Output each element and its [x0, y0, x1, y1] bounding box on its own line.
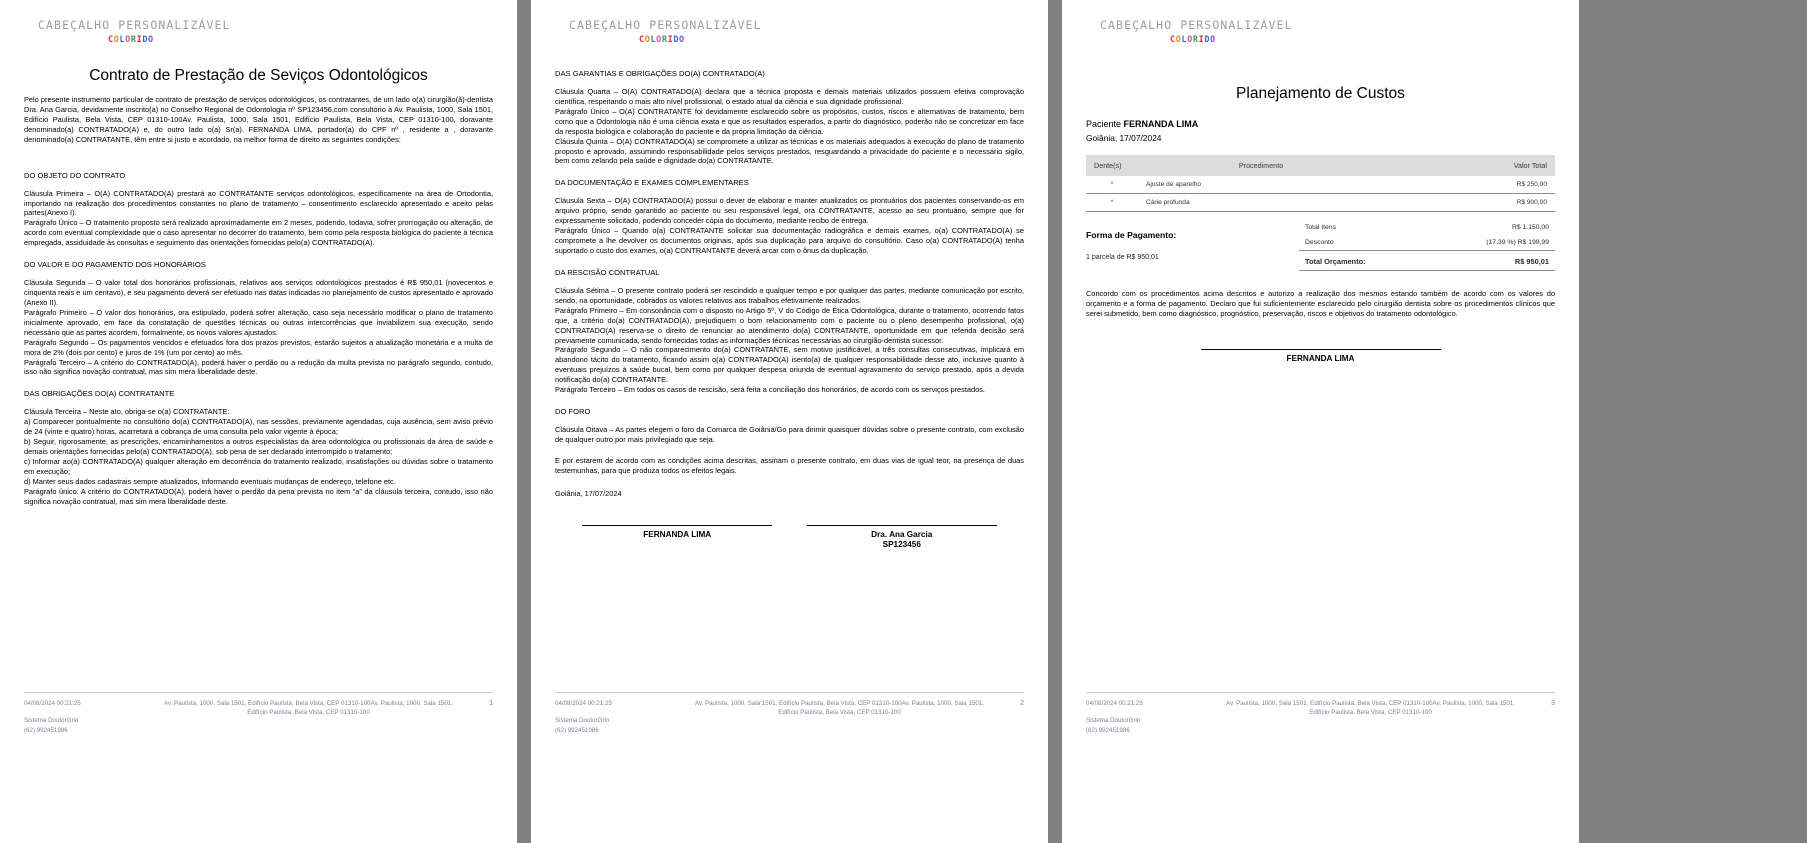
- footer-page-number: 3: [1551, 700, 1555, 708]
- section-heading-garantias: DAS GARANTIAS E OBRIGAÇÕES DO(A) CONTRATADO(A): [555, 69, 765, 78]
- header-colored-letter: I: [1198, 35, 1205, 45]
- signature-line: [1201, 349, 1441, 350]
- totals-label-items: Total Itens: [1305, 224, 1336, 231]
- header-colored-letter: O: [644, 35, 651, 45]
- page-footer: [24, 692, 493, 735]
- totals-column: [1299, 220, 1555, 271]
- footer-page-number: 2: [1020, 700, 1024, 708]
- clausula-oitava: Cláusula Oitava – As partes elegem o foro da Comarca de Goiânia/Go para dirimir quaisquer dúvidas sobre o presente contrato, com exclusão de qualquer outro por mais privilegiado que seja.: [555, 425, 1024, 444]
- totals-label-final: Total Orçamento:: [1299, 251, 1425, 271]
- paragrafo-terceiro-2: Parágrafo Terceiro – A critério do CONTRATADO(A), poderá haver o perdão ou a redução da multa prevista no parágrafo segundo, contudo, isso não significa novação contratual, mas sim mera liberalidade deste.: [24, 357, 493, 377]
- footer-address: Av. Paulista, 1000, Sala 1501, Edifício Paulista, Bela Vista, CEP 01310-100Av. Paulista, 1000, Sala 1501, Edifício Paulista, Bela Vista, CEP 01310-100: [695, 700, 984, 717]
- cost-table-head: [1086, 155, 1555, 176]
- clausula-terceira-item-d: d) Manter seus dados cadastrais sempre atualizados, informando eventuais mudanças de endereço, telefone etc.: [24, 476, 396, 486]
- footer-timestamp: 04/08/2024 00:21:25: [1086, 700, 1143, 708]
- column-header-value: Valor Total: [1384, 155, 1555, 176]
- header-colored-title: [569, 35, 1024, 45]
- section-heading-documentacao: DA DOCUMENTAÇÃO E EXAMES COMPLEMENTARES: [555, 178, 749, 188]
- header-colored-letter: R: [130, 35, 137, 45]
- section-heading-rescisao: DA RESCISÃO CONTRATUAL: [555, 267, 660, 277]
- header-colored-letter: D: [673, 35, 680, 45]
- paragrafo-terceiro-6: Parágrafo Terceiro – Em todos os casos de rescisão, será feita a conciliação dos honorários, de acordo com os serviços prestados.: [555, 385, 985, 395]
- clausula-terceira-item-c: c) Informar ao(à) CONTRATADO(A) qualquer alteração em decorrência do tratamento realizado, insatisfações ou dúvidas sobre o tratamento em execução;: [24, 456, 493, 476]
- paragrafo-primeiro-2: Parágrafo Primeiro – O valor dos honorários, ora estipulado, poderá sofrer alteração, caso seja necessário modificar o plano de tratamento inicialmente aprovado, em face da constatação de questões técnicas ou outras intercorrências que inviabilizem sua execução, sendo necessário que as partes acordem, formalmente, os novos valores ajustados.: [24, 307, 493, 337]
- column-header-tooth: Dente(s): [1086, 155, 1138, 176]
- clausula-terceira-item-b: b) Seguir, rigorosamente, as prescrições, encaminhamentos a outros especialistas da área odontológica ou profissionais da área de saúde e demais orientações fornecidas pelo(a) CONTRATADO(A), sob pena de ser declarado interrompido o tratamento;: [24, 437, 493, 457]
- page-footer: [1086, 692, 1555, 735]
- signature-name-patient: FERNANDA LIMA: [1286, 354, 1355, 364]
- page-title: Contrato de Prestação de Seviços Odontológicos: [89, 67, 428, 84]
- header-colored-letter: C: [639, 35, 645, 45]
- table-row: [1086, 176, 1555, 194]
- header-title: CABEÇALHO PERSONALIZÁVEL: [1100, 18, 1293, 32]
- header-colored-letter: D: [1204, 35, 1211, 45]
- footer-address: Av. Paulista, 1000, Sala 1501, Edifício Paulista, Bela Vista, CEP 01310-100Av. Paulista, 1000, Sala 1501, Edifício Paulista, Bela Vista, CEP 01310-100: [1226, 700, 1515, 717]
- city-date: Goiânia, 17/07/2024: [1086, 133, 1162, 143]
- signature-block-patient: [1201, 349, 1441, 364]
- header-title: CABEÇALHO PERSONALIZÁVEL: [569, 18, 762, 32]
- cell-procedure: Cárie profunda: [1138, 194, 1384, 212]
- cell-tooth: *: [1086, 194, 1138, 212]
- page-gap-1: [517, 0, 531, 843]
- signature-line: [807, 525, 997, 526]
- cell-tooth: *: [1086, 176, 1138, 194]
- footer-phone: (62) 992451986: [555, 726, 599, 734]
- page-header: [1086, 18, 1555, 45]
- clausula-sexta: Cláusula Sexta – O(A) CONTRATADO(A) possui o dever de elaborar e manter atualizados os prontuários dos pacientes conservando-os em arquivo próprio, sendo garantido ao paciente ou seu responsável legal, ora CONTRATANTE, acesso ao seu prontuário, sempre que for expressamente solicitado, podendo conceder cópia do documento, mediante recibo de entrega.: [555, 196, 1024, 226]
- payment-title: Forma de Pagamento:: [1086, 230, 1177, 240]
- signature-name-patient: FERNANDA LIMA: [643, 529, 712, 539]
- paragrafo-primeiro-6: Parágrafo Primeiro – Em consonância com o disposto no Artigo 5º, V do Código de Ética Odontológica, durante o tratamento, ocorrendo fatos que, a critério do(a) CONTRATADO(A), prejudiquem o bom relacionamento com o paciente ou o pleno desempenho profissional, o(a) CONTRATADO(A) reserva-se o direito de renunciar ao atendimento do(a) CONTRATANTE, oportunidade em que referida decisão será previamente comunicada, sendo fornecidas todas as informações técnicas necessárias ao cirurgião-dentista sucessor.: [555, 305, 1024, 345]
- payment-value: 1 parcela de R$ 950,01: [1086, 254, 1159, 261]
- signature-line: [582, 525, 772, 526]
- header-colored-letter: O: [125, 35, 131, 45]
- patient-label: Paciente: [1086, 119, 1122, 129]
- clausula-terceira-item-a: a) Comparecer pontualmente no consultório do(a) CONTRATADO(A), nas sessões, previamente agendadas, cuja ausência, sem aviso prévio de 24 (vinte e quatro) horas, acarretará a cobrança de uma consulta pelo valor vigente à época;: [24, 417, 493, 437]
- header-colored-title: [38, 35, 493, 45]
- footer-timestamp: 04/08/2024 00:21:25: [24, 700, 81, 708]
- clausula-quarta: Cláusula Quarta – O(A) CONTRATADO(A) declara que a técnica proposta e demais materiais utilizados possuem efetiva comprovação científica, respeitando o mais alto nível profissional, o estado atual da ciência e sua dignidade profissional.: [555, 87, 1024, 106]
- totals-label-discount: Desconto: [1299, 235, 1425, 251]
- patient-name: FERNANDA LIMA: [1123, 119, 1199, 129]
- header-colored-letter: O: [679, 35, 685, 45]
- document-page-3: [1062, 0, 1579, 843]
- page-footer: [555, 692, 1024, 735]
- paragrafo-segundo-2: Parágrafo Segundo – Os pagamentos vencidos e efetuados fora dos prazos previstos, estarão sujeitos a atualização monetária e a multa de mora de 2% (dois por cento) e juros de 1% (um por cento) ao mês.: [24, 337, 493, 357]
- totals-value-final: R$ 950,01: [1425, 251, 1555, 271]
- footer-system: Sistema DoutorGrin: [24, 717, 79, 725]
- totals-row-items: [1299, 220, 1555, 235]
- header-colored-letter: I: [667, 35, 674, 45]
- paragrafo-unico-4: Parágrafo Único – O(A) CONTRATANTE foi devidamente esclarecido sobre os propósitos, custos, riscos e alternativas de tratamento, bem como que a Odontologia não é uma ciência exata e que os resultados esperados, a partir do diagnóstico, poderão não se concretizar em face da resposta biológica e colaboração do paciente e da própria limitação da ciência.: [555, 106, 1024, 136]
- footer-left: [555, 699, 685, 735]
- payment-column: [1086, 220, 1299, 261]
- section-heading-objeto: DO OBJETO DO CONTRATO: [24, 170, 126, 180]
- closing-paragraph: E por estarem de acordo com as condições acima descritas, assinam o presente contrato, em duas vias de igual teor, na presença de duas testemunhas, para que produza todos os efeitos legais.: [555, 455, 1024, 475]
- paragrafo-segundo-6: Parágrafo Segundo – O não comparecimento do(a) CONTRATANTE, sem motivo justificável, a três consultas consecutivas, implicará em abandono tácito do tratamento, ficando assim o(a) CONTRATADO(A) isento(a) de qualquer responsabilidade desse ato, inclusive quanto à eventuais prejuízos à saúde bucal, bem como por qualquer despesa oriunda de eventual agravamento do serviço prestado, após a devida notificação do(a) CONTRATANTE.: [555, 345, 1024, 385]
- totals-row-discount: [1299, 235, 1555, 251]
- paragrafo-unico-5: Parágrafo Único – Quando o(a) CONTRATANTE solicitar sua documentação radiográfica e demais exames, o(a) CONTRATADO(A) se compromete a lhe devolver os documentos originais, após sua duplicação para arquivo do consultório. Caso o(a) CONTRATADO(A) tenha suportado o custo dos exames, o(a) CONTRANTANTE deverá arcar com o ônus da duplicação.: [555, 226, 1024, 255]
- totals-section: [1086, 220, 1555, 271]
- header-colored-letter: O: [1175, 35, 1182, 45]
- header-colored-letter: O: [1210, 35, 1216, 45]
- header-colored-letter: O: [1187, 35, 1193, 45]
- header-colored-letter: O: [113, 35, 120, 45]
- header-colored-letter: R: [1192, 35, 1199, 45]
- footer-address: Av. Paulista, 1000, Sala 1501, Edifício Paulista, Bela Vista, CEP 01310-100Av. Paulista, 1000, Sala 1501, Edifício Paulista, Bela Vista, CEP 01310-100: [164, 700, 453, 717]
- header-colored-letter: L: [119, 35, 126, 45]
- footer-phone: (62) 992451986: [1086, 726, 1130, 734]
- totals-value-items: R$ 1.150,00: [1511, 224, 1549, 231]
- clausula-quinta: Cláusula Quinta – O(A) CONTRATADO(A) se compromete a utilizar as técnicas e os materiais adequados à execução do plano de tratamento proposto e aprovado, assumindo responsabilidade pelos serviços prestados, resguardando a privacidade do paciente e o necessário sigilo, bem como zelando pela saúde e dignidade do(a) CONTRATANTE.: [555, 136, 1024, 166]
- clausula-setima: Cláusula Sétima – O presente contrato poderá ser rescindido a qualquer tempo e por qualquer das partes, mediante comunicação por escrito, sendo, na oportunidade, cobrados os valores relativos aos trabalhos efetivamente realizados.: [555, 285, 1024, 305]
- header-colored-letter: D: [142, 35, 149, 45]
- header-colored-title: [1100, 35, 1555, 45]
- page-header: [24, 18, 493, 45]
- clausula-primeira: Cláusula Primeira – O(A) CONTRATADO(A) prestará ao CONTRATANTE serviços odontológicos, especificamente na área de Ortodontia, importando na realização dos procedimentos constantes no plano de tratamento – consentimento esclarecido apresentado e aceito pelas partes(Anexo I).: [24, 188, 493, 218]
- section-heading-foro: DO FORO: [555, 407, 591, 417]
- header-colored-letter: O: [656, 35, 662, 45]
- page-header: [555, 18, 1024, 45]
- paragrafo-unico-1: Parágrafo Único – O tratamento proposto será realizado aproximadamente em 2 meses, podendo, todavia, sofrer prorrogação ou alteração, de acordo com eventual complexidade que o caso apresentar no decorrer do tratamento, bem como pela resposta biológica do paciente à técnica empregada, assiduidade às consultas e seguimento das orientações fornecidas pelo(a) CONTRATADO(A).: [24, 218, 493, 248]
- header-colored-letter: L: [650, 35, 657, 45]
- page-gap-2: [1048, 0, 1062, 843]
- signature-block-dentist: [807, 525, 997, 551]
- footer-phone: (62) 992451986: [24, 726, 68, 734]
- header-colored-letter: L: [1181, 35, 1188, 45]
- paragrafo-unico-3: Parágrafo único. A critério do CONTRATADO(A), poderá haver o perdão da pena prevista no item “a” da cláusula terceira, contudo, isso não significa novação contratual, mas sim mera liberalidade deste.: [24, 486, 493, 506]
- header-title: CABEÇALHO PERSONALIZÁVEL: [38, 18, 231, 32]
- footer-left: [1086, 699, 1216, 735]
- totals-row-final: [1299, 251, 1555, 271]
- cell-value: R$ 900,00: [1384, 194, 1555, 212]
- footer-system: Sistema DoutorGrin: [555, 717, 610, 725]
- clausula-segunda: Cláusula Segunda – O valor total dos honorários profissionais, relativos aos serviços odontológicos prestados é R$ 950,01 (novecentos e cinquenta reais e um centavo), e seu pagamento deverá ser efetuado nas datas indicadas no planejamento de custos apresentado e aprovado (Anexo II).: [24, 278, 493, 307]
- cell-procedure: Ajuste de aparelho: [1138, 176, 1384, 194]
- footer-system: Sistema DoutorGrin: [1086, 717, 1141, 725]
- table-row: [1086, 194, 1555, 212]
- cost-table: [1086, 155, 1555, 212]
- header-colored-letter: I: [136, 35, 143, 45]
- header-colored-letter: C: [108, 35, 114, 45]
- signature-registration: SP123456: [882, 539, 921, 549]
- consent-paragraph: Concordo com os procedimentos acima descritos e autorizo a realização dos mesmos estando também de acordo com os valores do orçamento e a forma de pagamento. Declaro que fui suficientemente esclarecido pelo cirurgião dentista sobre os procedimentos clínicos que serei submetido, bem como diagnóstico, prognóstico, preservação, riscos e objetivos do tratamento odontológico.: [1086, 289, 1555, 319]
- column-header-procedure: Procedimento: [1138, 155, 1384, 176]
- totals-table: [1299, 220, 1555, 271]
- footer-page-number: 1: [489, 700, 493, 708]
- document-page-1: [0, 0, 517, 843]
- patient-line: [1086, 119, 1555, 129]
- cost-table-header-row: [1086, 155, 1555, 176]
- page-title: Planejamento de Custos: [1236, 85, 1405, 102]
- header-colored-letter: R: [661, 35, 668, 45]
- footer-timestamp: 04/08/2024 00:21:25: [555, 700, 612, 708]
- signature-name-dentist: Dra. Ana Garcia: [871, 529, 933, 539]
- cost-table-body: [1086, 176, 1555, 212]
- section-heading-valor: DO VALOR E DO PAGAMENTO DOS HONORÁRIOS: [24, 260, 206, 270]
- intro-paragraph: Pelo presente instrumento particular de contrato de prestação de serviços odontológicos, os contratantes, de um lado o(a) cirurgião(ã)-dentista Dra. Ana Garcia, devidamente inscrito(a) no Conselho Regional de Odontologia nº SP123456,com consultório à Av. Paulista, 1000, Sala 1501, Edifício Paulista, Bela Vista, CEP 01310-100Av. Paulista, 1000, Sala 1501, Edifício Paulista, Bela Vista, CEP 01310-100, doravante denominado(a) CONTRATADO(A) e, do outro lado o(a) Sr(a). FERNANDA LIMA, portador(a) do CPF nº , residente a , doravante denominado(a) CONTRATANTE, têm entre si justo e acordado, na melhor forma de direito as seguintes condições:: [24, 95, 493, 144]
- document-page-2: [531, 0, 1048, 843]
- footer-left: [24, 699, 154, 735]
- cell-value: R$ 250,00: [1384, 176, 1555, 194]
- header-colored-letter: O: [148, 35, 154, 45]
- clausula-terceira: Cláusula Terceira – Neste ato, obriga-se o(a) CONTRATANTE:: [24, 407, 230, 417]
- header-colored-letter: C: [1170, 35, 1176, 45]
- city-date: Goiânia, 17/07/2024: [555, 488, 622, 498]
- totals-value-discount: (17,39 %) R$ 199,99: [1425, 235, 1555, 251]
- signature-row: [555, 525, 1024, 551]
- section-heading-obrigacoes-contratante: DAS OBRIGAÇÕES DO(A) CONTRATANTE: [24, 389, 175, 399]
- signature-block-patient: [582, 525, 772, 551]
